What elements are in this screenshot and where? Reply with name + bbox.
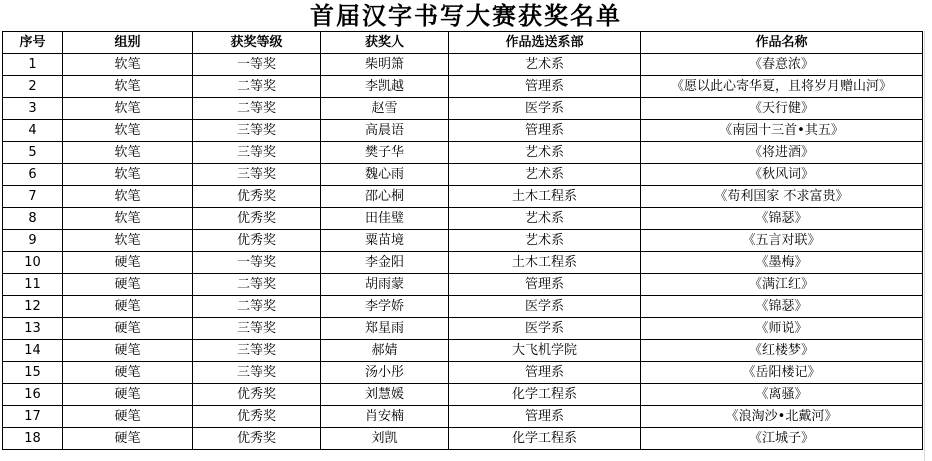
- cell-work-title[interactable]: 《春意浓》: [641, 54, 923, 76]
- cell-group[interactable]: 硬笔: [63, 252, 193, 274]
- cell-winner[interactable]: 郑星雨: [321, 318, 449, 340]
- cell-index[interactable]: 17: [3, 406, 63, 428]
- cell-group[interactable]: 软笔: [63, 98, 193, 120]
- cell-winner[interactable]: 刘慧媛: [321, 384, 449, 406]
- cell-index[interactable]: 6: [3, 164, 63, 186]
- cell-winner[interactable]: 田佳璧: [321, 208, 449, 230]
- cell-group[interactable]: 硬笔: [63, 362, 193, 384]
- cell-department[interactable]: 化学工程系: [449, 428, 641, 450]
- table-row: [3, 142, 923, 164]
- cell-department[interactable]: 医学系: [449, 318, 641, 340]
- cell-winner[interactable]: 李金阳: [321, 252, 449, 274]
- cell-award-level[interactable]: 三等奖: [193, 142, 321, 164]
- cell-award-level[interactable]: 优秀奖: [193, 230, 321, 252]
- cell-department[interactable]: 艺术系: [449, 142, 641, 164]
- cell-group[interactable]: 硬笔: [63, 406, 193, 428]
- cell-winner[interactable]: 李学娇: [321, 296, 449, 318]
- cell-department[interactable]: 艺术系: [449, 164, 641, 186]
- cell-group[interactable]: 硬笔: [63, 296, 193, 318]
- cell-group[interactable]: 硬笔: [63, 428, 193, 450]
- table-row: [3, 164, 923, 186]
- cell-index[interactable]: 8: [3, 208, 63, 230]
- cell-department[interactable]: 管理系: [449, 362, 641, 384]
- cell-work-title[interactable]: 《满江红》: [641, 274, 923, 296]
- cell-index[interactable]: 4: [3, 120, 63, 142]
- table-row: [3, 296, 923, 318]
- cell-work-title[interactable]: 《离骚》: [641, 384, 923, 406]
- table-row: [3, 230, 923, 252]
- cell-department[interactable]: 土木工程系: [449, 186, 641, 208]
- cell-work-title[interactable]: 《锦瑟》: [641, 208, 923, 230]
- cell-winner[interactable]: 刘凯: [321, 428, 449, 450]
- table-row: [3, 76, 923, 98]
- header-index[interactable]: 序号: [3, 32, 63, 54]
- cell-index[interactable]: 3: [3, 98, 63, 120]
- cell-group[interactable]: 软笔: [63, 120, 193, 142]
- cell-award-level[interactable]: 二等奖: [193, 296, 321, 318]
- page-title: 首届汉字书写大赛获奖名单: [310, 1, 622, 30]
- cell-group[interactable]: 硬笔: [63, 340, 193, 362]
- table-row: [3, 274, 923, 296]
- cell-winner[interactable]: 肖安楠: [321, 406, 449, 428]
- table-body: [3, 54, 923, 450]
- cell-index[interactable]: 18: [3, 428, 63, 450]
- cell-index[interactable]: 16: [3, 384, 63, 406]
- table-row: [3, 406, 923, 428]
- cell-group[interactable]: 软笔: [63, 54, 193, 76]
- header-award-level[interactable]: 获奖等级: [193, 32, 321, 54]
- cell-department[interactable]: 医学系: [449, 98, 641, 120]
- cell-index[interactable]: 7: [3, 186, 63, 208]
- cell-winner[interactable]: 李凯越: [321, 76, 449, 98]
- header-department[interactable]: 作品选送系部: [449, 32, 641, 54]
- cell-award-level[interactable]: 一等奖: [193, 54, 321, 76]
- cell-award-level[interactable]: 三等奖: [193, 318, 321, 340]
- cell-department[interactable]: 艺术系: [449, 230, 641, 252]
- cell-award-level[interactable]: 二等奖: [193, 274, 321, 296]
- cell-group[interactable]: 软笔: [63, 208, 193, 230]
- cell-index[interactable]: 14: [3, 340, 63, 362]
- cell-index[interactable]: 10: [3, 252, 63, 274]
- cell-award-level[interactable]: 一等奖: [193, 252, 321, 274]
- cell-group[interactable]: 硬笔: [63, 318, 193, 340]
- cell-index[interactable]: 12: [3, 296, 63, 318]
- cell-winner[interactable]: 汤小彤: [321, 362, 449, 384]
- table-row: [3, 318, 923, 340]
- cell-work-title[interactable]: 《锦瑟》: [641, 296, 923, 318]
- cell-department[interactable]: 医学系: [449, 296, 641, 318]
- cell-department[interactable]: 管理系: [449, 120, 641, 142]
- cell-work-title[interactable]: 《浪淘沙•北戴河》: [641, 406, 923, 428]
- awards-table: [2, 31, 923, 450]
- cell-department[interactable]: 管理系: [449, 76, 641, 98]
- table-row: [3, 120, 923, 142]
- cell-index[interactable]: 2: [3, 76, 63, 98]
- cell-award-level[interactable]: 三等奖: [193, 164, 321, 186]
- cell-work-title[interactable]: 《五言对联》: [641, 230, 923, 252]
- cell-work-title[interactable]: 《墨梅》: [641, 252, 923, 274]
- cell-winner[interactable]: 高晨语: [321, 120, 449, 142]
- table-row: [3, 208, 923, 230]
- header-group[interactable]: 组别: [63, 32, 193, 54]
- cell-award-level[interactable]: 优秀奖: [193, 186, 321, 208]
- cell-winner[interactable]: 赵雪: [321, 98, 449, 120]
- cell-index[interactable]: 9: [3, 230, 63, 252]
- cell-award-level[interactable]: 优秀奖: [193, 428, 321, 450]
- cell-work-title[interactable]: 《师说》: [641, 318, 923, 340]
- cell-group[interactable]: 硬笔: [63, 274, 193, 296]
- cell-award-level[interactable]: 三等奖: [193, 340, 321, 362]
- cell-award-level[interactable]: 三等奖: [193, 362, 321, 384]
- cell-group[interactable]: 硬笔: [63, 384, 193, 406]
- header-work-title[interactable]: 作品名称: [641, 32, 923, 54]
- sheet-edge: [924, 31, 932, 461]
- cell-department[interactable]: 大飞机学院: [449, 340, 641, 362]
- cell-department[interactable]: 化学工程系: [449, 384, 641, 406]
- cell-group[interactable]: 软笔: [63, 76, 193, 98]
- cell-award-level[interactable]: 优秀奖: [193, 384, 321, 406]
- cell-department[interactable]: 管理系: [449, 406, 641, 428]
- table-row: [3, 362, 923, 384]
- cell-award-level[interactable]: 二等奖: [193, 98, 321, 120]
- table-row: [3, 428, 923, 450]
- cell-index[interactable]: 15: [3, 362, 63, 384]
- cell-index[interactable]: 5: [3, 142, 63, 164]
- cell-award-level[interactable]: 优秀奖: [193, 208, 321, 230]
- table-row: [3, 384, 923, 406]
- cell-index[interactable]: 13: [3, 318, 63, 340]
- cell-work-title[interactable]: 《将进酒》: [641, 142, 923, 164]
- cell-group[interactable]: 软笔: [63, 186, 193, 208]
- cell-department[interactable]: 土木工程系: [449, 252, 641, 274]
- cell-award-level[interactable]: 二等奖: [193, 76, 321, 98]
- cell-award-level[interactable]: 三等奖: [193, 120, 321, 142]
- cell-department[interactable]: 管理系: [449, 274, 641, 296]
- cell-group[interactable]: 软笔: [63, 164, 193, 186]
- table-row: [3, 252, 923, 274]
- cell-work-title[interactable]: 《南园十三首•其五》: [641, 120, 923, 142]
- cell-winner[interactable]: 邵心桐: [321, 186, 449, 208]
- cell-winner[interactable]: 魏心雨: [321, 164, 449, 186]
- cell-work-title[interactable]: 《天行健》: [641, 98, 923, 120]
- table-header-row: [3, 32, 923, 54]
- table-row: [3, 54, 923, 76]
- cell-winner[interactable]: 郝婧: [321, 340, 449, 362]
- cell-work-title[interactable]: 《愿以此心寄华夏，且将岁月赠山河》: [641, 76, 923, 98]
- cell-award-level[interactable]: 优秀奖: [193, 406, 321, 428]
- cell-winner[interactable]: 胡雨蒙: [321, 274, 449, 296]
- cell-index[interactable]: 1: [3, 54, 63, 76]
- cell-work-title[interactable]: 《苟利国家 不求富贵》: [641, 186, 923, 208]
- cell-index[interactable]: 11: [3, 274, 63, 296]
- cell-work-title[interactable]: 《江城子》: [641, 428, 923, 450]
- table-row: [3, 340, 923, 362]
- cell-department[interactable]: 艺术系: [449, 208, 641, 230]
- cell-winner[interactable]: 柴明箫: [321, 54, 449, 76]
- table-row: [3, 98, 923, 120]
- cell-work-title[interactable]: 《红楼梦》: [641, 340, 923, 362]
- cell-work-title[interactable]: 《秋风词》: [641, 164, 923, 186]
- cell-winner[interactable]: 粟苗境: [321, 230, 449, 252]
- cell-group[interactable]: 软笔: [63, 142, 193, 164]
- cell-winner[interactable]: 樊子华: [321, 142, 449, 164]
- table-row: [3, 186, 923, 208]
- cell-group[interactable]: 软笔: [63, 230, 193, 252]
- header-winner[interactable]: 获奖人: [321, 32, 449, 54]
- cell-department[interactable]: 艺术系: [449, 54, 641, 76]
- cell-work-title[interactable]: 《岳阳楼记》: [641, 362, 923, 384]
